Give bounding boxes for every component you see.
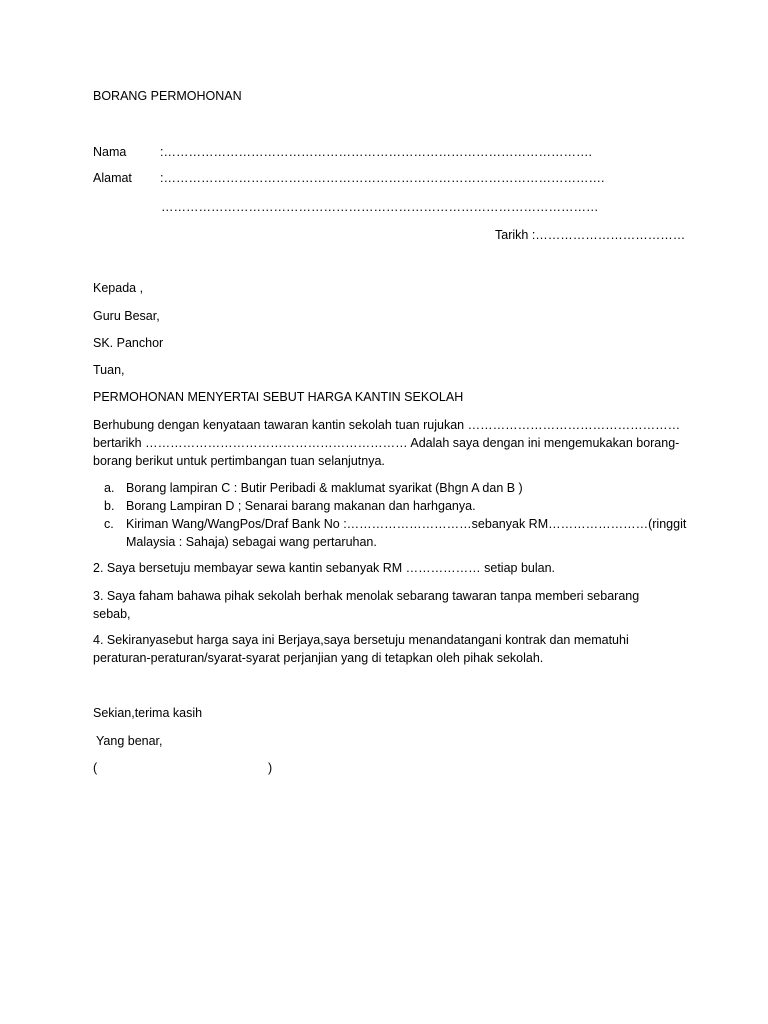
list-item-b: Borang Lampiran D ; Senarai barang makanan dan harhganya.	[126, 499, 476, 513]
signature-close-paren: )	[268, 761, 273, 775]
point-4-line-2: peraturan-peraturan/syarat-syarat perjanjian yang di tetapkan oleh pihak sekolah.	[93, 651, 544, 665]
subject-line: PERMOHONAN MENYERTAI SEBUT HARGA KANTIN SEKOLAH	[93, 390, 464, 404]
intro-line-1: Berhubung dengan kenyataan tawaran kantin sekolah tuan rujukan ……………………………………………	[93, 418, 681, 432]
salutation: Tuan,	[93, 363, 125, 377]
alamat-field-line2: ……………………………………………………………………………………………	[161, 200, 599, 214]
intro-line-2: bertarikh ……………………………………………………… Adalah saya dengan ini mengemukakan borang-	[93, 436, 680, 450]
alamat-label: Alamat	[93, 171, 132, 185]
point-2: 2. Saya bersetuju membayar sewa kantin sebanyak RM ……………… setiap bulan.	[93, 561, 556, 575]
point-3-line-2: sebab,	[93, 607, 131, 621]
form-title: BORANG PERMOHONAN	[93, 89, 242, 103]
point-3-line-1: 3. Saya faham bahawa pihak sekolah berhak menolak sebarang tawaran tanpa memberi sebarang	[93, 589, 640, 603]
list-marker-c: c.	[104, 517, 114, 531]
list-item-c: Kiriman Wang/WangPos/Draf Bank No :…………………………sebanyak RM……………………(ringgit	[126, 517, 687, 531]
kepada-label: Kepada ,	[93, 281, 144, 295]
list-item-a: Borang lampiran C : Butir Peribadi & maklumat syarikat (Bhgn A dan B )	[126, 481, 523, 495]
recipient-title: Guru Besar,	[93, 309, 160, 323]
point-4-line-1: 4. Sekiranyasebut harga saya ini Berjaya,saya bersetuju menandatangani kontrak dan mematuhi	[93, 633, 629, 647]
tarikh-field: Tarikh :………………………………	[495, 228, 686, 242]
signature-open-paren: (	[93, 761, 98, 775]
closing-thanks: Sekian,terima kasih	[93, 706, 203, 720]
list-marker-a: a.	[104, 481, 115, 495]
closing-yang-benar: Yang benar,	[96, 734, 163, 748]
alamat-field: :…………………………………………………………………………………………….	[160, 171, 605, 185]
nama-label: Nama	[93, 145, 127, 159]
list-marker-b: b.	[104, 499, 115, 513]
recipient-school: SK. Panchor	[93, 336, 164, 350]
list-item-c-line2: Malaysia : Sahaja) sebagai wang pertaruhan.	[126, 535, 377, 549]
intro-line-3: borang berikut untuk pertimbangan tuan selanjutnya.	[93, 454, 385, 468]
nama-field: :………………………………………………………………………………………….	[160, 145, 592, 159]
